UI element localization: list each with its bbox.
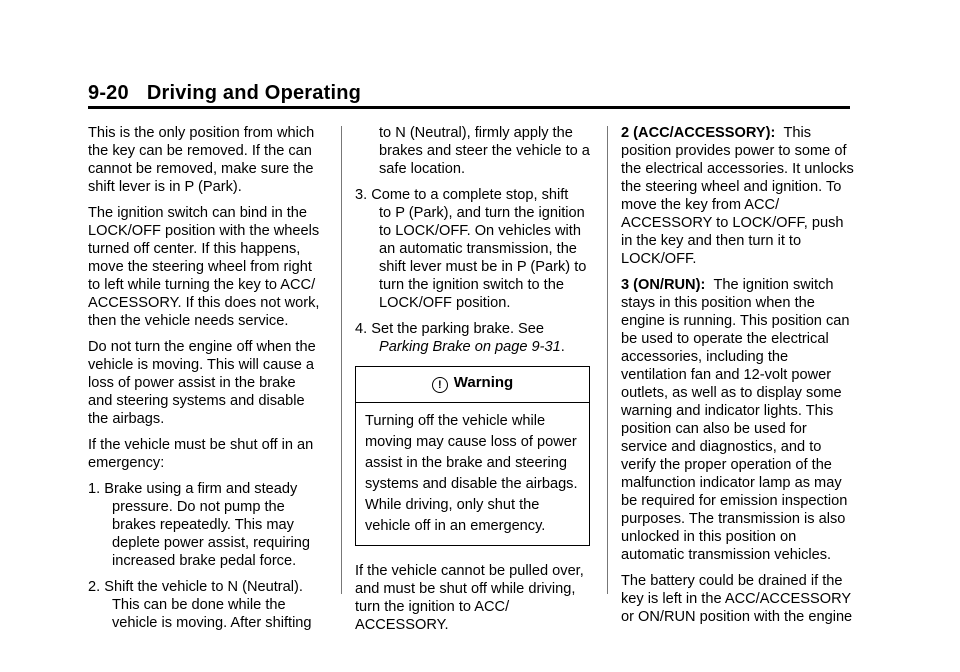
text-line: then the vehicle needs service. xyxy=(88,313,289,329)
column-1 xyxy=(88,124,333,640)
text-line: the steering wheel and ignition. To xyxy=(621,179,842,195)
term-label: 3 (ON/RUN): xyxy=(621,277,706,293)
text-line: turned off center. If this happens, xyxy=(88,241,301,257)
text-line: or ON/RUN position with the engine xyxy=(621,609,853,625)
text-line: move the steering wheel from right xyxy=(88,259,312,275)
period: . xyxy=(560,339,565,355)
text-line xyxy=(621,124,856,142)
text-line: LOCK/OFF position. xyxy=(379,295,511,311)
text-line: unlocked in this position on xyxy=(621,529,797,545)
text-line: The battery could be drained if the xyxy=(621,573,843,589)
text-line: increased brake pedal force. xyxy=(112,553,297,569)
text-line: emergency: xyxy=(88,455,165,471)
cross-reference xyxy=(355,338,600,356)
cross-reference-link[interactable]: Parking Brake on page 9-31 xyxy=(379,339,561,355)
text-line: If the vehicle must be shut off in an xyxy=(88,437,314,453)
text-line: shift lever is in P (Park). xyxy=(88,179,242,195)
text-line: This is the only position from which xyxy=(88,125,315,141)
text-line: safe location. xyxy=(379,161,465,177)
list-item-4 xyxy=(355,320,600,356)
text-line: warning and indicator lights. This xyxy=(621,403,834,419)
warning-title: Warning xyxy=(453,374,514,391)
column-divider xyxy=(607,126,608,594)
text-line: and steering systems and disable xyxy=(88,393,305,409)
text-line: vehicle off in an emergency. xyxy=(365,518,546,534)
section-title: Driving and Operating xyxy=(146,82,362,104)
text-line: ventilation fan and 12-volt power xyxy=(621,367,832,383)
text-line: ACCESSORY to LOCK/OFF, push xyxy=(621,215,844,231)
text-line: engine is running. This position can xyxy=(621,313,850,329)
page-number: 9-20 xyxy=(88,82,129,104)
text-line: and must be shut off while driving, xyxy=(355,581,576,597)
text-line: malfunction indicator lamp as may xyxy=(621,475,842,491)
column-2 xyxy=(355,124,600,642)
text-line: loss of power assist in the brake xyxy=(88,375,296,391)
text-line: systems and disable the airbags. xyxy=(365,476,578,492)
text-line: be used to operate the electrical xyxy=(621,331,829,347)
text-line: the airbags. xyxy=(88,411,165,427)
text-line: turn the ignition switch to the xyxy=(379,277,564,293)
text-line: ACCESSORY. If this does not work, xyxy=(88,295,320,311)
text-run: This xyxy=(783,125,812,141)
page-header xyxy=(88,82,361,105)
text-line: key is left in the ACC/ACCESSORY xyxy=(621,591,852,607)
text-line: This can be done while the xyxy=(112,597,286,613)
paragraph xyxy=(88,338,333,428)
column-3 xyxy=(621,124,856,634)
text-line: 4. Set the parking brake. See xyxy=(355,321,545,337)
text-line: purposes. The transmission is also xyxy=(621,511,846,527)
column-divider xyxy=(341,126,342,594)
text-run: The ignition switch xyxy=(713,277,834,293)
text-line: an automatic transmission, the xyxy=(379,241,577,257)
text-line: turn the ignition to ACC/ xyxy=(355,599,510,615)
list-item-1 xyxy=(88,480,333,570)
list-item-2-continued xyxy=(355,124,600,178)
paragraph xyxy=(88,124,333,196)
text-line: 2. Shift the vehicle to N (Neutral). xyxy=(88,579,303,595)
text-line: ACCESSORY. xyxy=(355,617,449,633)
paragraph xyxy=(88,204,333,330)
text-line: the electrical accessories. It unlocks xyxy=(621,161,854,177)
warning-box xyxy=(355,366,590,546)
text-line: service and diagnostics, and to xyxy=(621,439,822,455)
text-line: 3. Come to a complete stop, shift xyxy=(355,187,569,203)
term-label: 2 (ACC/ACCESSORY): xyxy=(621,125,776,141)
text-line: the key can be removed. If the can xyxy=(88,143,312,159)
list-item-2 xyxy=(88,578,333,632)
text-line: verify the proper operation of the xyxy=(621,457,832,473)
paragraph xyxy=(355,562,600,634)
text-line: stays in this position when the xyxy=(621,295,815,311)
text-line: automatic transmission vehicles. xyxy=(621,547,832,563)
text-line: vehicle is moving. This will cause a xyxy=(88,357,315,373)
text-line: shift lever must be in P (Park) to xyxy=(379,259,587,275)
text-line: brakes and steer the vehicle to a xyxy=(379,143,590,159)
text-line: in the key and then turn it to xyxy=(621,233,802,249)
warning-body xyxy=(356,403,589,545)
paragraph xyxy=(88,436,333,472)
text-line: LOCK/OFF. xyxy=(621,251,697,267)
text-line: to N (Neutral), firmly apply the xyxy=(379,125,573,141)
text-line: Turning off the vehicle while xyxy=(365,413,546,429)
text-line: brakes repeatedly. This may xyxy=(112,517,294,533)
text-line: move the key from ACC/ xyxy=(621,197,780,213)
text-line: be required for emission inspection xyxy=(621,493,848,509)
text-line: vehicle is moving. After shifting xyxy=(112,615,312,631)
warning-header xyxy=(356,367,589,403)
text-line: to left while turning the key to ACC/ xyxy=(88,277,316,293)
text-line: LOCK/OFF position with the wheels xyxy=(88,223,320,239)
text-line: outlets, as well as to display some xyxy=(621,385,842,401)
paragraph xyxy=(621,572,856,626)
paragraph xyxy=(621,276,856,564)
text-line: While driving, only shut the xyxy=(365,497,540,513)
text-line: to P (Park), and turn the ignition xyxy=(379,205,585,221)
text-line: The ignition switch can bind in the xyxy=(88,205,308,221)
paragraph xyxy=(621,124,856,268)
text-line: assist in the brake and steering xyxy=(365,455,567,471)
header-rule xyxy=(88,106,850,109)
text-line: If the vehicle cannot be pulled over, xyxy=(355,563,584,579)
text-line: deplete power assist, requiring xyxy=(112,535,310,551)
text-line: 1. Brake using a firm and steady xyxy=(88,481,298,497)
text-line: Do not turn the engine off when the xyxy=(88,339,316,355)
text-line xyxy=(621,276,856,294)
text-line: to LOCK/OFF. On vehicles with xyxy=(379,223,581,239)
list-item-3 xyxy=(355,186,600,312)
text-line: accessories, including the xyxy=(621,349,789,365)
text-line: moving may cause loss of power xyxy=(365,434,577,450)
text-line: position can also be used for xyxy=(621,421,807,437)
warning-icon: ! xyxy=(432,377,448,393)
text-line: cannot be removed, make sure the xyxy=(88,161,314,177)
text-line: position provides power to some of xyxy=(621,143,847,159)
text-line: pressure. Do not pump the xyxy=(112,499,285,515)
